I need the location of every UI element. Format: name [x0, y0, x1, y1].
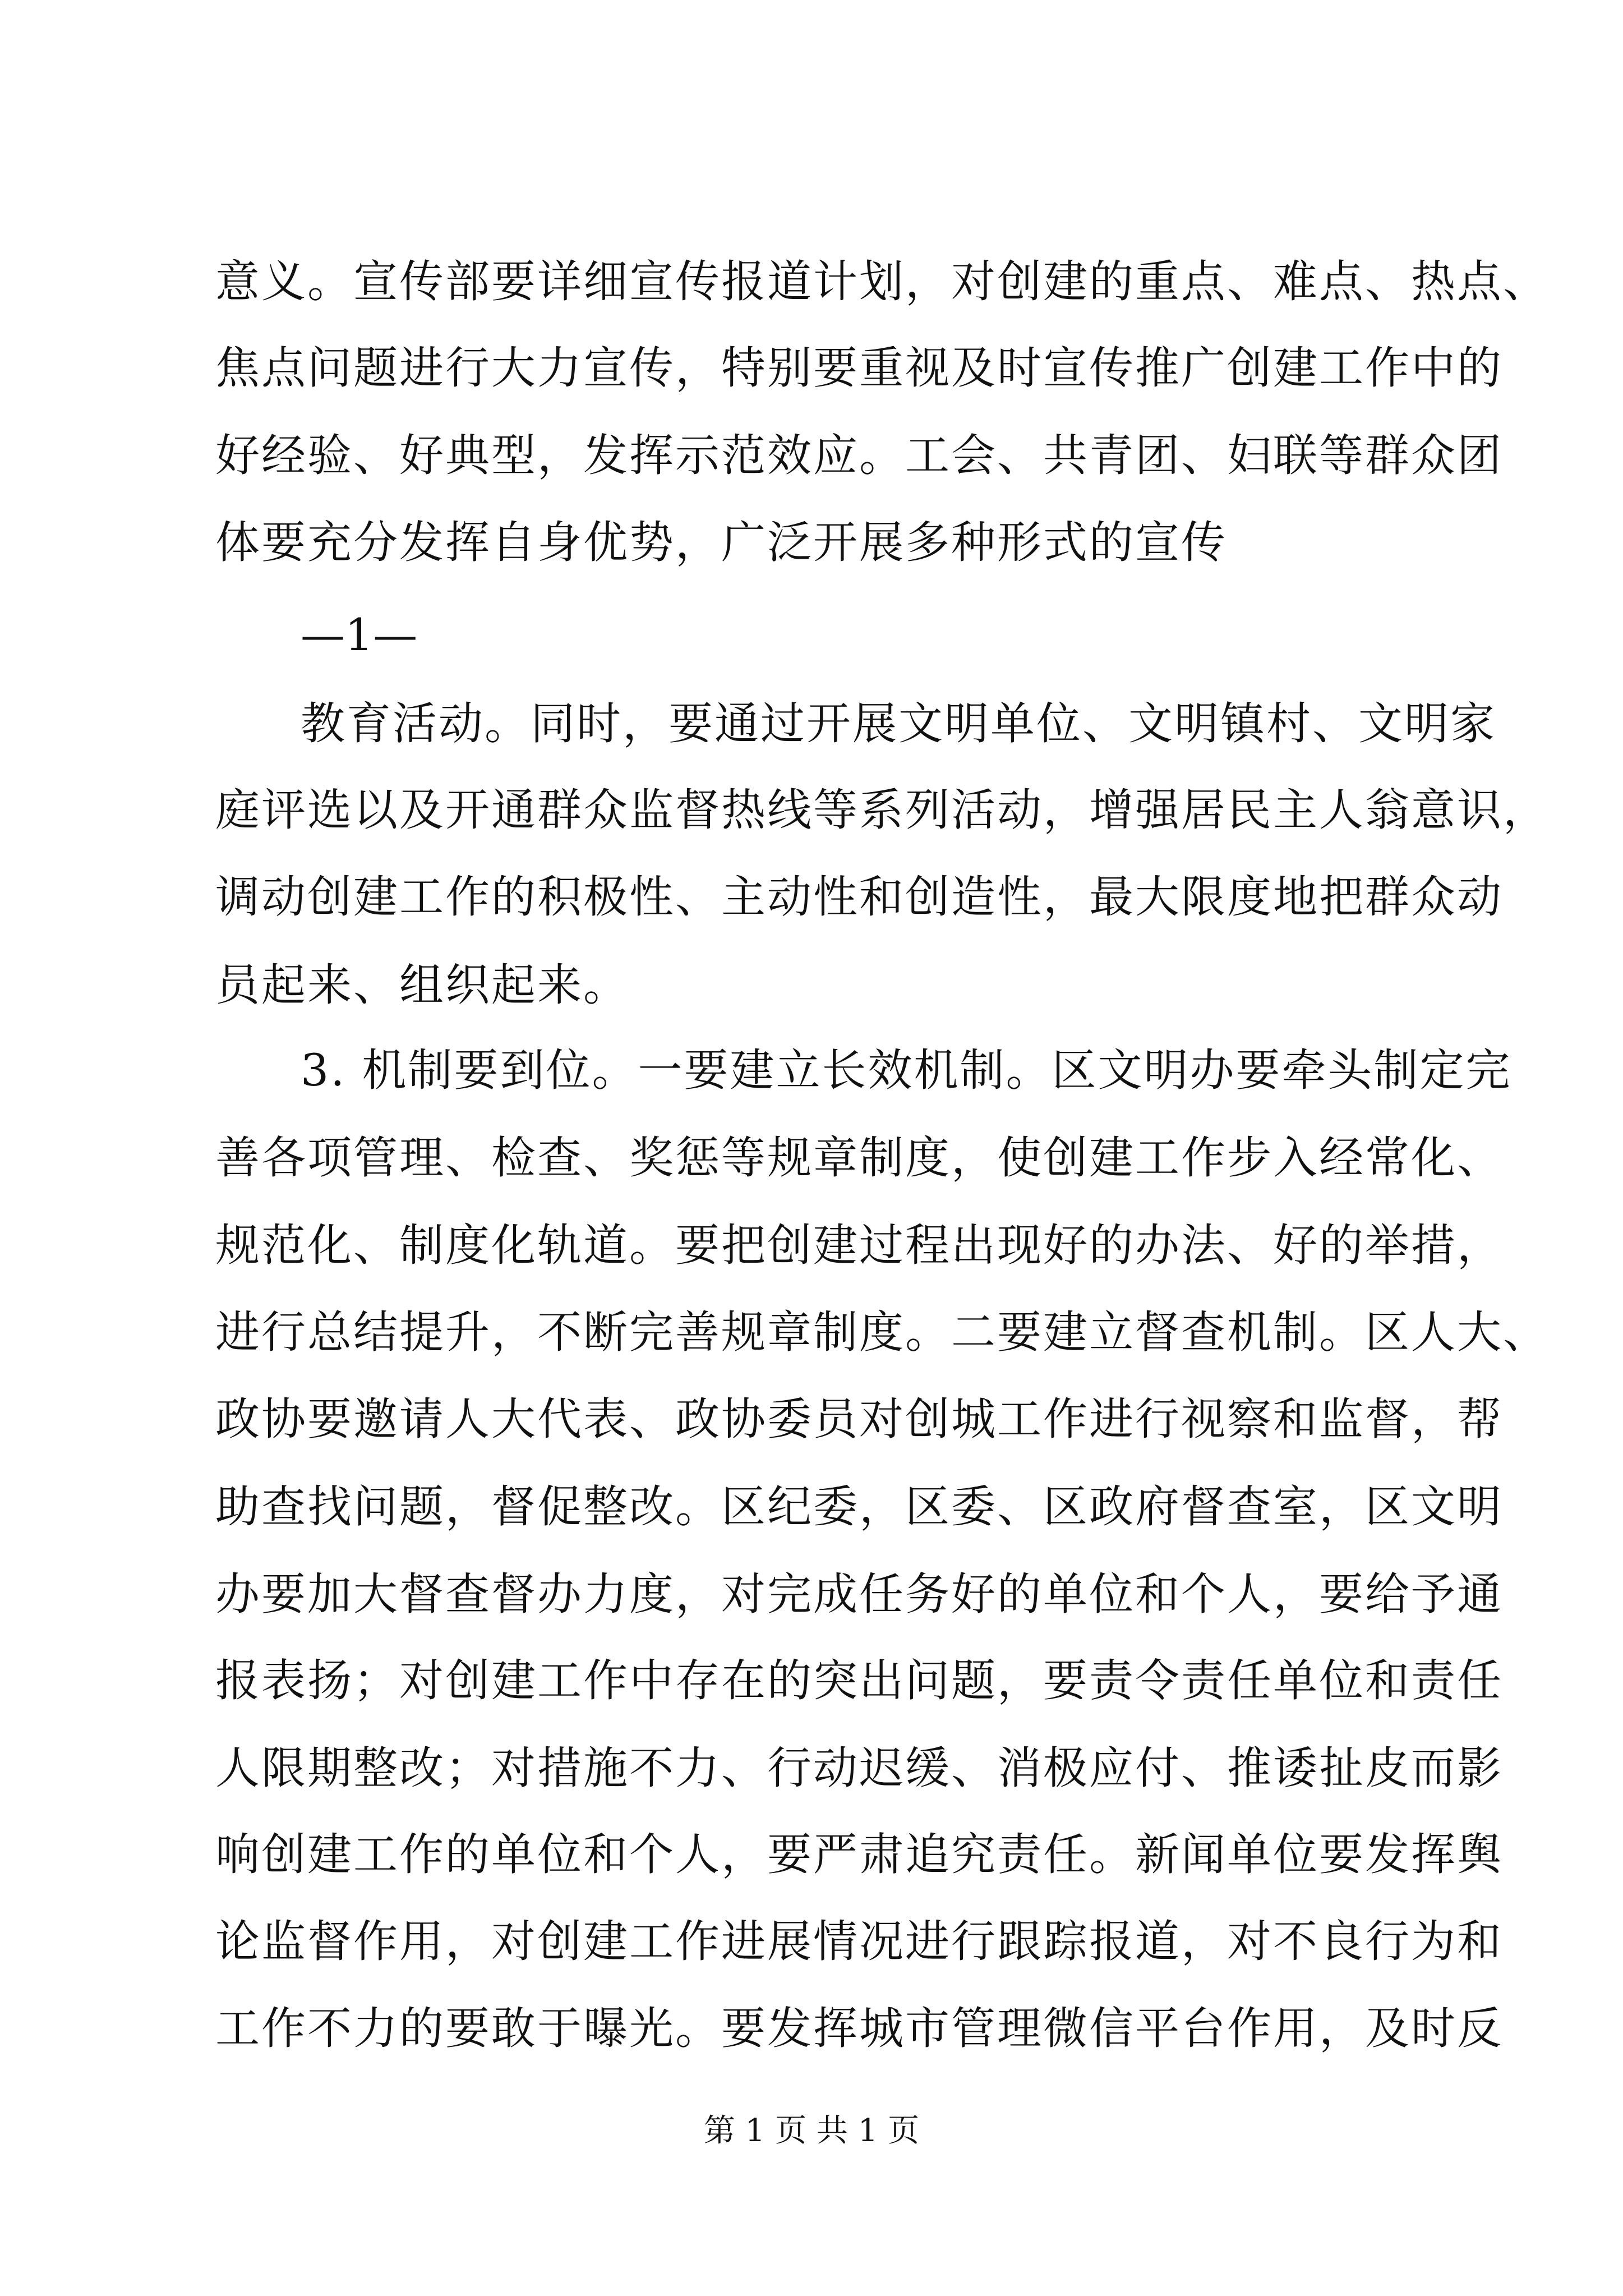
text-line: 办要加大督查督办力度，对完成任务好的单位和个人，要给予通 [215, 1568, 1503, 1620]
text-line: 规范化、制度化轨道。要把创建过程出现好的办法、好的举措， [215, 1220, 1503, 1271]
text-line: 意义。宣传部要详细宣传报道计划，对创建的重点、难点、热点、 [215, 256, 1549, 307]
text-line: 焦点问题进行大力宣传，特别要重视及时宣传推广创建工作中的 [215, 342, 1503, 394]
page-footer: 第 1 页 共 1 页 [703, 2113, 920, 2149]
text-line: 员起来、组织起来。 [215, 959, 629, 1011]
text-line: 调动创建工作的积极性、主动性和创造性，最大限度地把群众动 [215, 871, 1503, 923]
page-marker: —1— [301, 609, 418, 661]
text-line: 论监督作用，对创建工作进展情况进行跟踪报道，对不良行为和 [215, 1916, 1503, 1967]
text-line: 好经验、好典型，发挥示范效应。工会、共青团、妇联等群众团 [215, 430, 1503, 481]
text-line: 响创建工作的单位和个人，要严肃追究责任。新闻单位要发挥舆 [215, 1829, 1503, 1880]
text-line: 庭评选以及开通群众监督热线等系列活动，增强居民主人翁意识， [215, 784, 1549, 836]
text-line: 助查找问题，督促整改。区纪委，区委、区政府督查室，区文明 [215, 1481, 1503, 1533]
text-line: 报表扬；对创建工作中存在的突出问题，要责令责任单位和责任 [215, 1655, 1503, 1706]
text-line: 进行总结提升，不断完善规章制度。二要建立督查机制。区人大、 [215, 1306, 1549, 1358]
text-line: 政协要邀请人大代表、政协委员对创城工作进行视察和监督，帮 [215, 1393, 1503, 1445]
text-line: 3. 机制要到位。一要建立长效机制。区文明办要牵头制定完 [301, 1045, 1512, 1096]
text-line: 善各项管理、检查、奖惩等规章制度，使创建工作步入经常化、 [215, 1132, 1503, 1184]
text-line: 人限期整改；对措施不力、行动迟缓、消极应付、推诿扯皮而影 [215, 1742, 1503, 1794]
text-line: 教育活动。同时，要通过开展文明单位、文明镇村、文明家 [301, 698, 1496, 749]
text-line: 体要充分发挥自身优势，广泛开展多种形式的宣传 [215, 517, 1227, 568]
text-line: 工作不力的要敢于曝光。要发挥城市管理微信平台作用，及时反 [215, 2003, 1503, 2054]
